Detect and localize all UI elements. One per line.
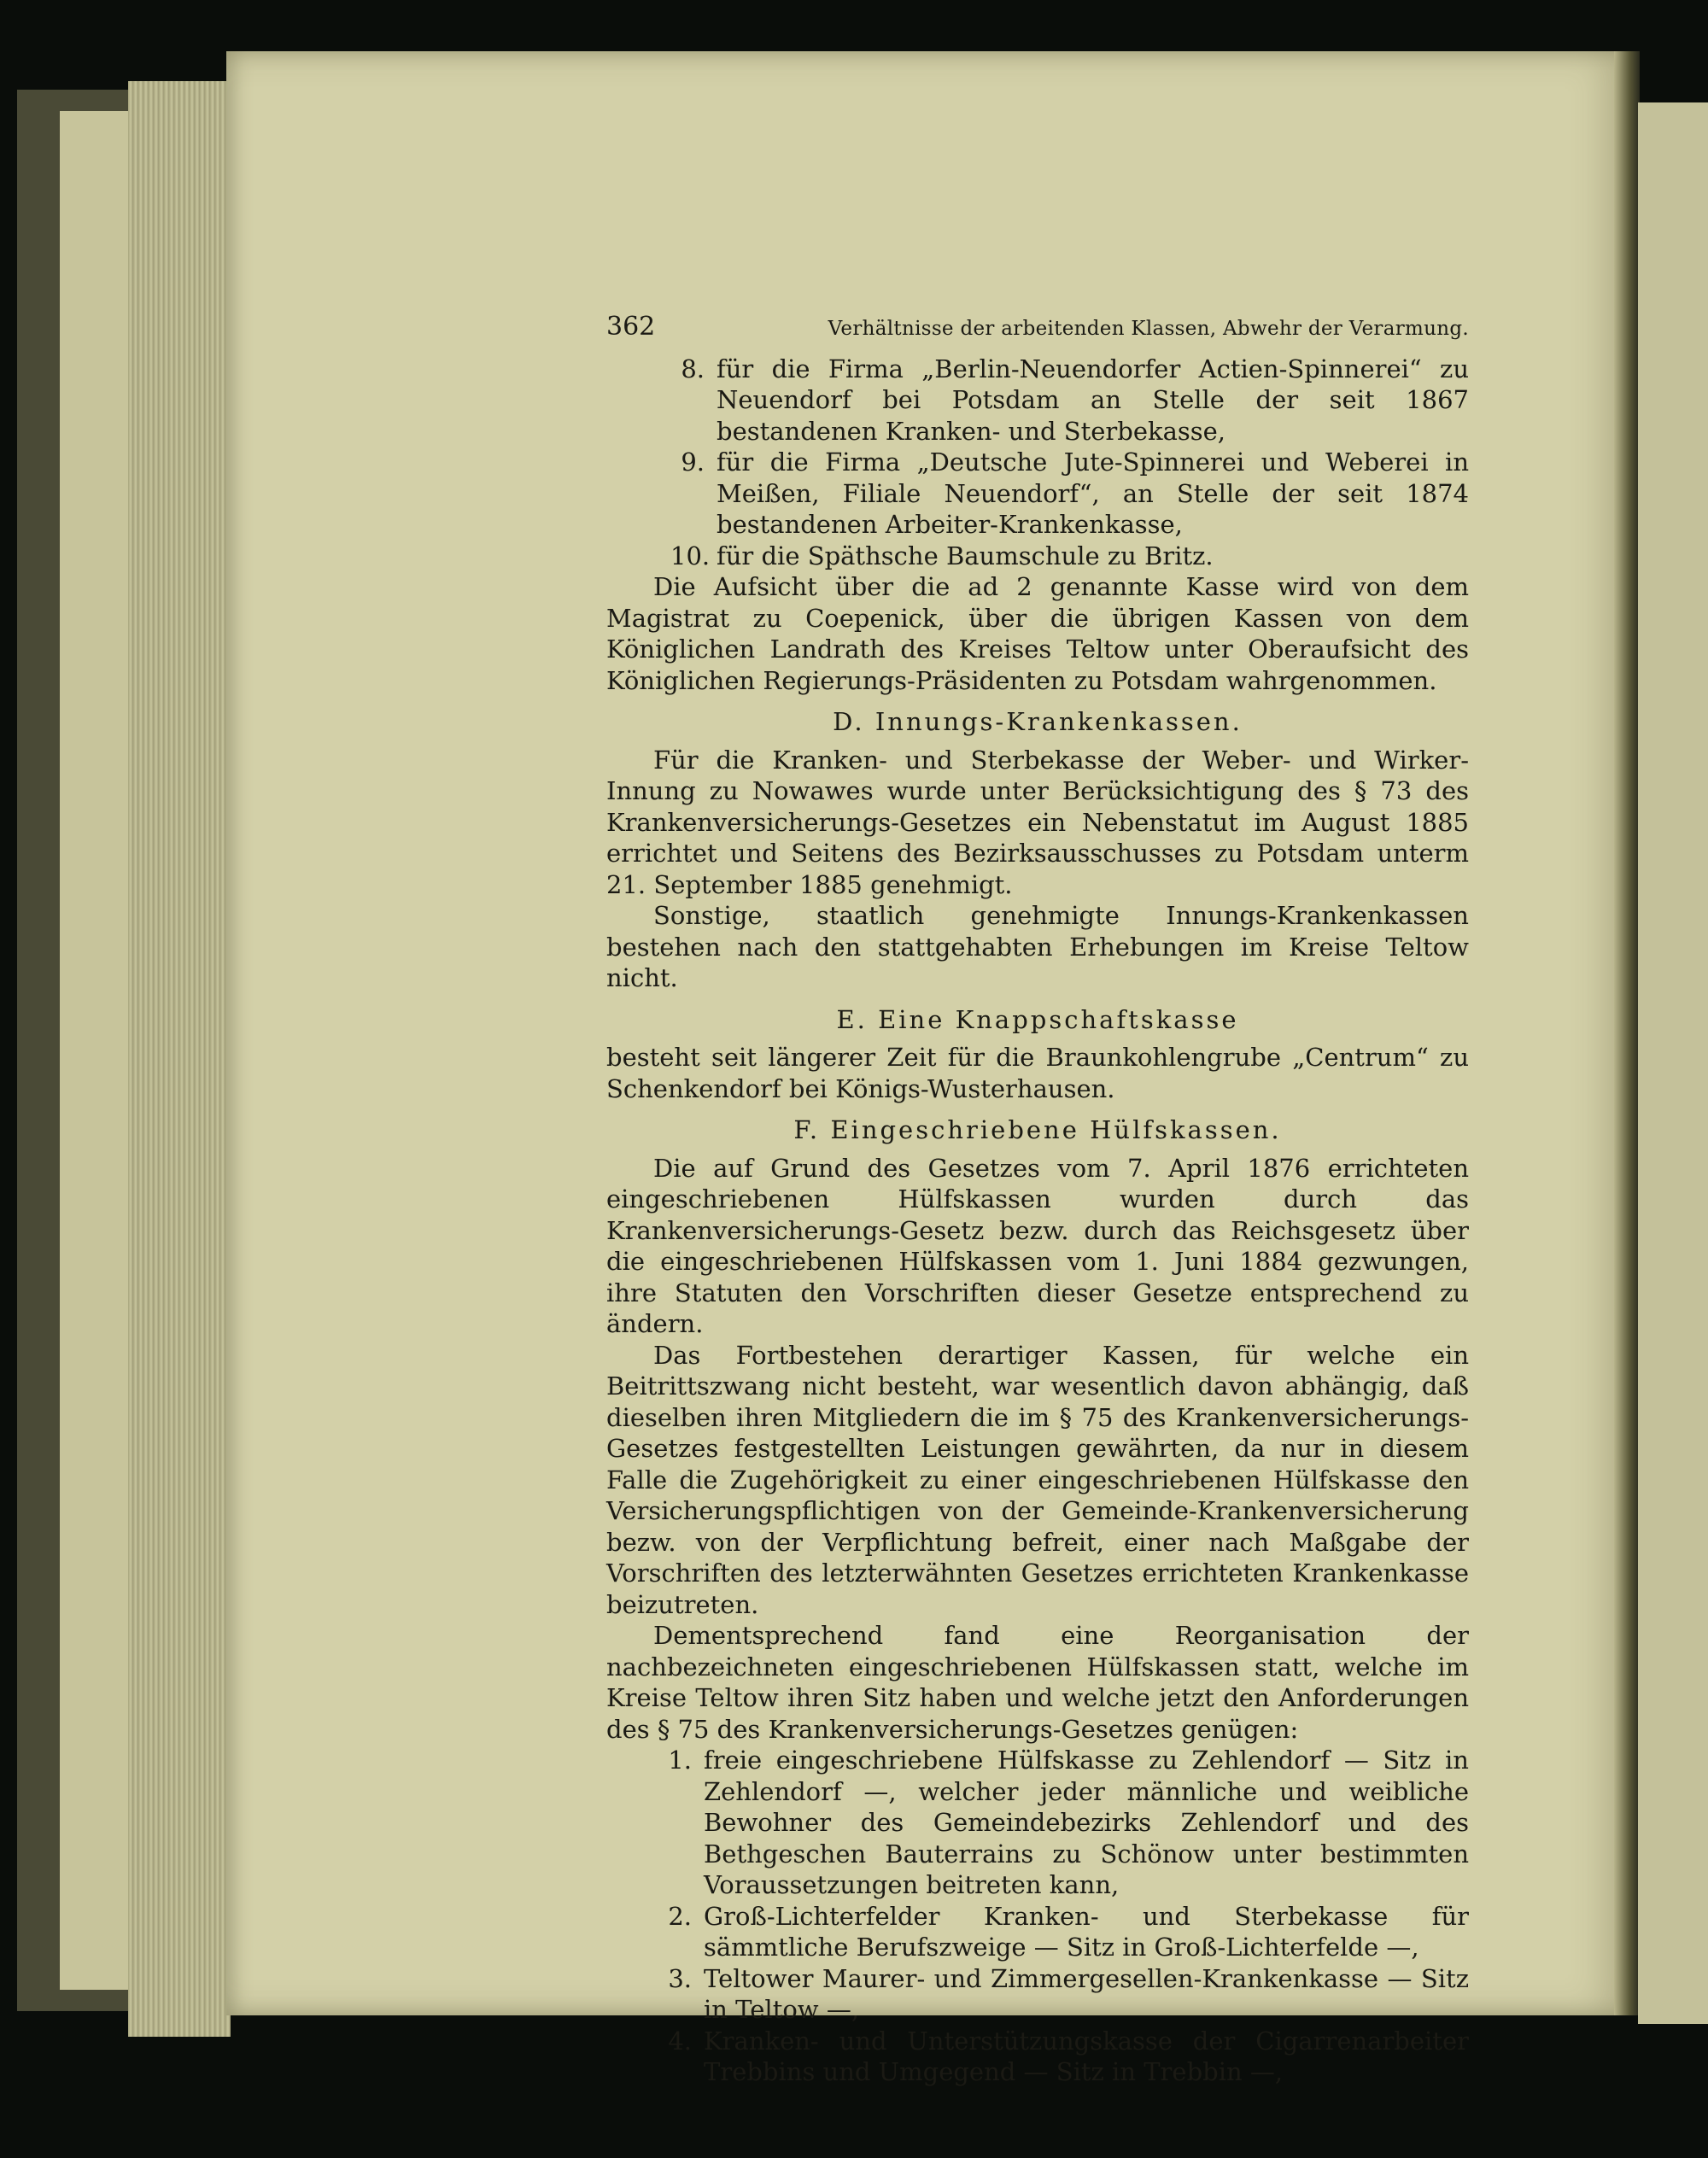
section-d-heading: D. Innungs-Krankenkassen. — [833, 707, 1243, 736]
list-item-number: 2. — [668, 1901, 692, 1931]
list-item — [606, 1901, 1469, 1963]
list-item-text: Groß-Lichterfelder Kranken- und Sterbekasse für sämmtliche Berufszweige — Sitz in Groß-Lichterfelde —, — [704, 1901, 1469, 1962]
list-item — [606, 447, 1469, 541]
book-gutter — [1614, 51, 1640, 2015]
list-item-text: Teltower Maurer- und Zimmergesellen-Krankenkasse — Sitz in Teltow —, — [704, 1963, 1469, 2024]
list-item — [606, 1745, 1469, 1901]
section-d-paragraph: Sonstige, staatlich genehmigte Innungs-Krankenkassen bestehen nach den stattgehabten Erhebungen im Kreise Teltow nicht. — [606, 901, 1469, 992]
list-item-text: für die Firma „Berlin-Neuendorfer Actien-Spinnerei“ zu Neuendorf bei Potsdam an Stelle der seit 1867 bestandenen Kranken- und Sterbekasse, — [717, 354, 1469, 446]
page-text — [606, 312, 1469, 2088]
list-item-text: Kranken- und Unterstützungskasse der Cigarrenarbeiter Trebbins und Umgegend — Sitz in Trebbin —, — [704, 2026, 1469, 2086]
paragraph-aufsicht: Die Aufsicht über die ad 2 genannte Kasse wird von dem Magistrat zu Coepenick, über die übrigen Kassen von dem Königlichen Landrath des Kreises Teltow unter Oberaufsicht des Königlichen Regierungs-Präsidenten zu Potsdam wahrgenommen. — [606, 572, 1469, 695]
list-item-number: 4. — [668, 2026, 692, 2056]
list-item-number: 8. — [681, 354, 705, 383]
section-f-paragraph: Das Fortbestehen derartiger Kassen, für welche ein Beitrittszwang nicht besteht, war wesentlich davon abhängig, daß dieselben ihren Mitgliedern die im § 75 des Krankenversicherungs-Gesetzes festgestellten Leistungen gewährten, da nur in diesem Falle die Zugehörigkeit zu einer eingeschriebenen Hülfskasse den Versicherungspflichtigen von der Gemeinde-Krankenversicherung bezw. von der Verpflichtung befreit, einer nach Maßgabe der Vorschriften des letzterwähnten Gesetzes errichteten Krankenkasse beizutreten. — [606, 1340, 1469, 1619]
page-stack-edges — [128, 81, 231, 2037]
list-item-text: für die Späthsche Baumschule zu Britz. — [717, 541, 1214, 570]
section-e-heading: E. Eine Knappschaftskasse — [836, 1004, 1239, 1034]
section-f-paragraph: Die auf Grund des Gesetzes vom 7. April 1876 errichteten eingeschriebenen Hülfskassen wurden durch das Krankenversicherungs-Gesetz bezw. durch das Reichsgesetz über die eingeschriebenen Hülfskassen vom 1. Juni 1884 gezwungen, ihre Statuten den Vorschriften dieser Gesetze entsprechend zu ändern. — [606, 1153, 1469, 1338]
list-item — [606, 2026, 1469, 2088]
list-item-number: 3. — [668, 1963, 692, 1993]
list-item-number: 10. — [670, 541, 711, 570]
section-d-paragraph: Für die Kranken- und Sterbekasse der Weber- und Wirker-Innung zu Nowawes wurde unter Berücksichtigung des § 73 des Krankenversicherungs-Gesetzes ein Nebenstatut im August 1885 errichtet und Seitens des Bezirksausschusses zu Potsdam unterm 21. September 1885 genehmigt. — [606, 745, 1469, 899]
list-item-text: freie eingeschriebene Hülfskasse zu Zehlendorf — Sitz in Zehlendorf —, welcher jeder männliche und weibliche Bewohner des Gemeindebezirks Zehlendorf und des Bethgeschen Bauterrains zu Schönow unter bestimmten Voraussetzungen beitreten kann, — [704, 1746, 1469, 1899]
list-item — [606, 354, 1469, 447]
running-head — [606, 312, 1469, 345]
section-f-paragraph: Dementsprechend fand eine Reorganisation der nachbezeichneten eingeschriebenen Hülfskassen statt, welche im Kreise Teltow ihren Sitz haben und welche jetzt den Anforderungen des § 75 des Krankenversicherungs-Gesetzes genügen: — [606, 1621, 1469, 1744]
list-item — [606, 1963, 1469, 2026]
list-item-number: 9. — [681, 447, 705, 477]
list-item — [606, 541, 1469, 572]
list-item-text: für die Firma „Deutsche Jute-Spinnerei und Weberei in Meißen, Filiale Neuendorf“, an Stelle der seit 1874 bestandenen Arbeiter-Krankenkasse, — [717, 447, 1469, 539]
section-f-heading: F. Eingeschriebene Hülfskassen. — [793, 1115, 1282, 1144]
facing-page-edge — [1638, 102, 1708, 2024]
list-item-number: 1. — [668, 1746, 692, 1775]
running-title: Verhältnisse der arbeitenden Klassen, Abwehr der Verarmung. — [828, 318, 1469, 340]
section-e-paragraph: besteht seit längerer Zeit für die Braunkohlengrube „Centrum“ zu Schenkendorf bei Königs-Wusterhausen. — [606, 1043, 1469, 1103]
page-number: 362 — [606, 312, 656, 342]
